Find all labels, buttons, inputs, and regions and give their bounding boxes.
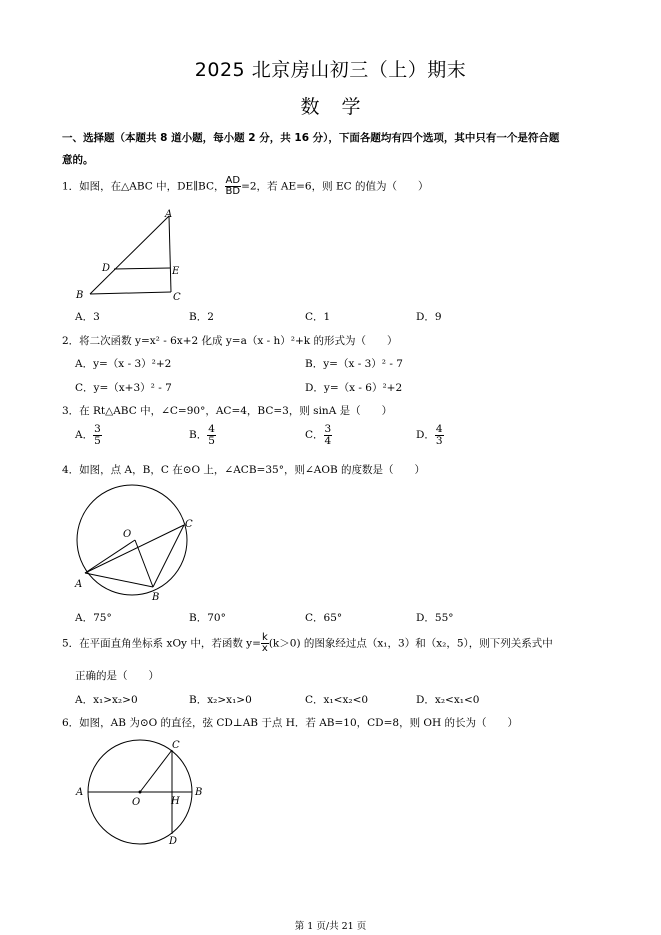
q5-fraction [261, 633, 269, 654]
q1-label-c: C [173, 292, 181, 303]
question-6: 6．如图，AB 为⊙O 的直径，弦 CD⊥AB 于点 H．若 AB=10，CD=8，则 OH 的长为（ ） [62, 717, 519, 729]
q3-option-c [305, 424, 332, 446]
q3-option-a [75, 424, 102, 446]
q1-frac-num: AD [225, 175, 241, 186]
q4-option-c: C．65° [305, 612, 343, 624]
q3-option-b [189, 424, 216, 446]
q6-circle-figure [70, 738, 220, 858]
q1-option-d: D．9 [416, 311, 442, 323]
q2-option-a: A．y=（x - 3）²+2 [75, 358, 172, 370]
q1-fraction [225, 176, 242, 197]
question-2: 2．将二次函数 y=x² - 6x+2 化成 y=a（x - h）²+k 的形式为（ ） [62, 335, 398, 347]
question-4: 4．如图，点 A，B，C 在⊙O 上，∠ACB=35°，则∠AOB 的度数是（ ） [62, 464, 426, 476]
q4-option-d: D．55° [416, 612, 454, 624]
q5-option-c: C．x₁<x₂<0 [305, 694, 369, 706]
q4-option-a: A．75° [75, 612, 112, 624]
q3-option-c-label: C． [305, 429, 324, 441]
q3-option-c-num: 3 [324, 423, 332, 435]
q5-option-b: B．x₂>x₁>0 [189, 694, 252, 706]
section-heading-line2: 意的。 [62, 154, 94, 166]
q4-option-b: B．70° [189, 612, 226, 624]
q1-triangle-figure [70, 206, 190, 306]
q5-text-pre: 5．在平面直角坐标系 xOy 中，若函数 y= [62, 637, 261, 650]
q4-label-o: O [123, 529, 132, 540]
q4-label-c: C [185, 519, 193, 530]
q1-label-a: A [165, 209, 173, 220]
q2-option-c: C．y=（x+3）² - 7 [75, 382, 172, 394]
q5-frac-den: x [261, 643, 268, 654]
question-1 [62, 176, 428, 197]
q3-option-d-label: D． [416, 429, 435, 441]
q3-option-d-num: 4 [435, 423, 443, 435]
q6-label-b: B [195, 787, 203, 798]
q6-label-o: O [132, 797, 141, 808]
page-title: 2025 北京房山初三（上）期末 [194, 59, 467, 81]
q3-option-b-num: 4 [208, 423, 215, 435]
q1-text-post: =2，若 AE=6，则 EC 的值为（ ） [241, 180, 429, 193]
q3-option-d-den: 3 [435, 434, 443, 447]
q3-option-b-label: B． [189, 429, 208, 441]
q3-option-a-num: 3 [94, 423, 101, 435]
q5-option-d: D．x₂<x₁<0 [416, 694, 480, 706]
q1-frac-den: BD [225, 186, 241, 197]
page-footer: 第 1 页/共 21 页 [294, 921, 367, 932]
q3-option-c-den: 4 [324, 434, 332, 447]
q3-option-a-label: A． [75, 429, 94, 441]
q2-option-d: D．y=（x - 6）²+2 [305, 382, 403, 394]
q4-circle-figure [70, 485, 200, 605]
q1-label-b: B [76, 290, 84, 301]
q6-label-c: C [172, 740, 180, 751]
q6-label-d: D [169, 836, 178, 847]
q1-label-e: E [172, 266, 180, 277]
q6-label-h: H [171, 796, 180, 807]
q6-label-a: A [76, 787, 84, 798]
q3-option-b-den: 5 [208, 434, 215, 447]
subject-title: 数学 [300, 96, 383, 118]
q4-label-b: B [152, 592, 160, 603]
q5-option-a: A．x₁>x₂>0 [75, 694, 138, 706]
q5-line2: 正确的是（ ） [75, 670, 159, 682]
q2-option-b: B．y=（x - 3）² - 7 [305, 358, 403, 370]
section-heading-line1: 一、选择题（本题共 8 道小题，每小题 2 分，共 16 分），下面各题均有四个选项，其中只有一个是符合题 [62, 132, 560, 144]
q1-option-c: C．1 [305, 311, 331, 323]
q1-text-pre: 1．如图，在△ABC 中，DE∥BC， [62, 180, 225, 193]
question-3: 3．在 Rt△ABC 中，∠C=90°，AC=4，BC=3，则 sinA 是（ ） [62, 405, 393, 417]
q5-frac-num: k [261, 632, 268, 643]
q5-text-post: (k＞0) 的图象经过点（x₁，3）和（x₂，5），则下列关系式中 [268, 637, 553, 650]
q1-option-a: A．3 [75, 311, 100, 323]
q3-option-d [416, 424, 444, 446]
q4-label-a: A [75, 579, 83, 590]
q1-option-b: B．2 [189, 311, 214, 323]
question-5 [62, 633, 553, 654]
q3-option-a-den: 5 [94, 434, 101, 447]
q1-label-d: D [102, 263, 111, 274]
